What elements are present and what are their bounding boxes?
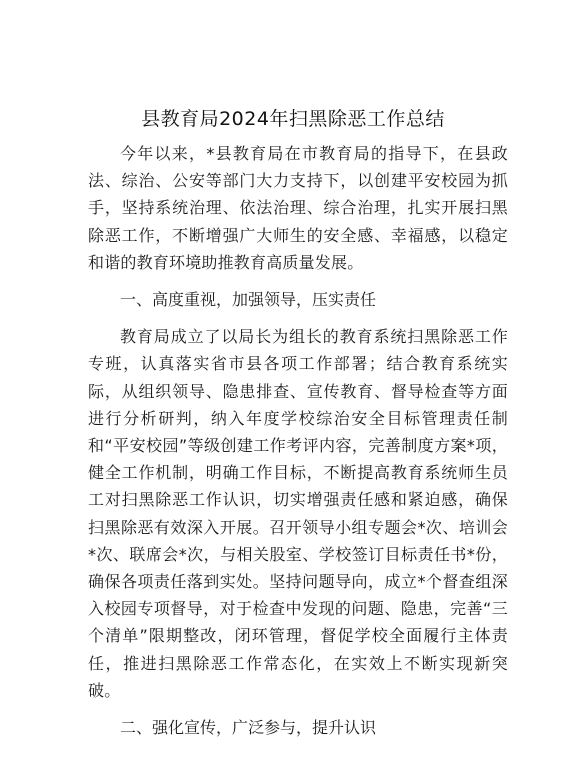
section-1-paragraph: 教育局成立了以局长为组长的教育系统扫黑除恶工作专班，认真落实省市县各项工作部署；结合教育系统实际，从组织领导、隐患排查、宣传教育、督导检查等方面进行分析研判，纳入年度学校综治安全目标管理责任制和“平安校园”等级创建工作考评内容，完善制度方案*项，健全工作机制，明确工作目标，不断提高教育系统师生员工对扫黑除恶工作认识，切实增强责任感和紧迫感，确保扫黑除恶有效深入开展。召开领导小组专题会*次、培训会*次、联席会*次，与相关股室、学校签订目标责任书*份，确保各项责任落到实处。坚持问题导向，成立*个督查组深入校园专项督导，对于检查中发现的问题、隐患，完善“三个清单”限期整改，闭环管理，督促学校全面履行主体责任，推进扫黑除恶工作常态化，在实效上不断实现新突破。	[88, 327, 508, 700]
section-heading-2: 二、强化宣传，广泛参与，提升认识	[120, 718, 377, 738]
document-title: 县教育局2024年扫黑除恶工作总结	[141, 108, 445, 130]
intro-paragraph: 今年以来，*县教育局在市教育局的指导下，在县政法、综治、公安等部门大力支持下，以创建平安校园为抓手，坚持系统治理、依法治理、综合治理，扎实开展扫黑除恶工作，不断增强广大师生的安全感、幸福感，以稳定和谐的教育环境助推教育高质量发展。	[88, 144, 508, 272]
section-heading-1: 一、高度重视，加强领导，压实责任	[120, 290, 377, 310]
document-body	[88, 140, 508, 751]
